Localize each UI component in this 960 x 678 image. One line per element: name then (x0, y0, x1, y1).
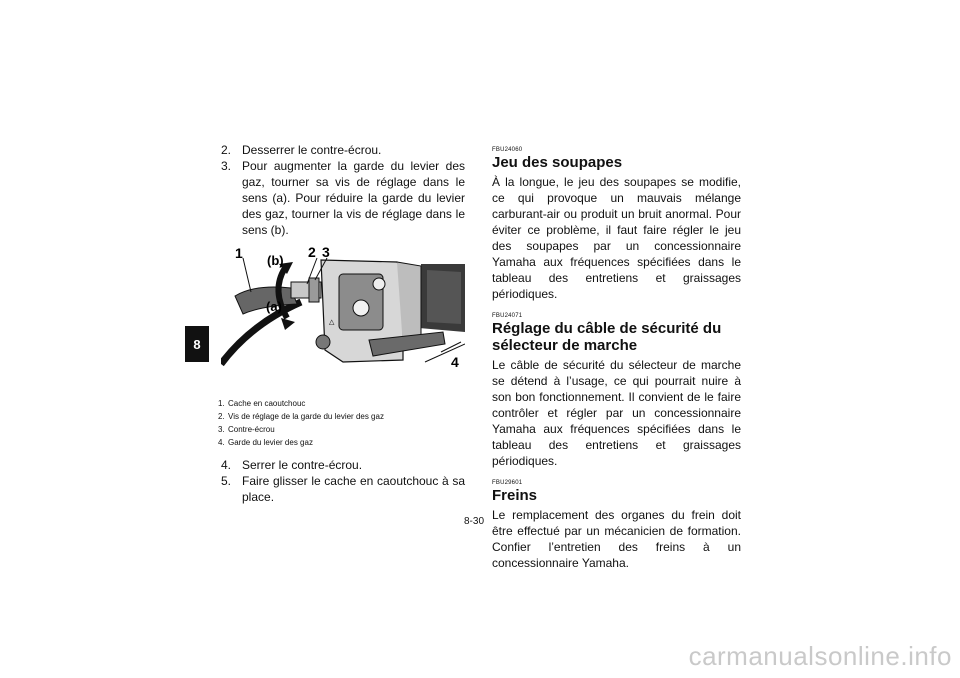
figure-label-a: (a) (266, 299, 282, 314)
housing-screw-bottom (316, 335, 330, 349)
figure-label-b: (b) (267, 253, 284, 268)
callout-text: Garde du levier des gaz (228, 438, 313, 447)
figure-label-3: 3 (322, 244, 330, 260)
section-brakes (492, 479, 741, 571)
callout-item (218, 397, 465, 410)
marker-triangle-icon: △ (329, 318, 335, 326)
section-code: FBU24060 (492, 147, 523, 153)
housing-screw-top (373, 278, 385, 290)
section-title: Jeu des soupapes (492, 154, 623, 171)
step-4 (221, 457, 465, 473)
section-code: FBU24071 (492, 313, 523, 319)
page-number: 8-30 (464, 516, 485, 527)
step-text: Serrer le contre-écrou. (242, 458, 363, 472)
arrow-head-a-icon (281, 318, 295, 330)
throttle-cable (221, 302, 301, 364)
step-number: 5. (221, 474, 232, 488)
figure-callouts (218, 397, 465, 449)
steps-continued (221, 457, 465, 505)
chapter-tab (185, 326, 209, 362)
section-body: Le remplacement des organes du frein doit être effectué par un mécanicien de formation. Confier l’entretien des freins à un concessionnaire Yamaha. (492, 508, 741, 570)
throttle-lever-figure (221, 244, 465, 389)
step-3 (221, 158, 465, 238)
section-title: Freins (492, 487, 538, 504)
figure-label-4: 4 (451, 354, 459, 370)
right-column (492, 146, 741, 581)
left-column (218, 142, 465, 505)
callout-item (218, 410, 465, 423)
section-shift-cable (492, 312, 741, 469)
callout-item (218, 436, 465, 449)
section-valve-clearance (492, 146, 741, 302)
callout-number: 3. (218, 425, 225, 434)
chapter-tab-number: 8 (193, 336, 201, 352)
step-number: 3. (221, 159, 232, 173)
section-title: Réglage du câble de sécurité du sélecteur de marche (492, 320, 722, 354)
section-body: Le câble de sécurité du sélecteur de marche se détend à l’usage, ce qui pourrait nuire à son bon fonctionnement. Il convient de le faire contrôler et régler par un concessionnaire Yamaha aux fréquences spécifiées dans le tableau des entretiens et graissages périodiques. (492, 358, 741, 468)
grip-highlight (427, 270, 461, 324)
step-5 (221, 473, 465, 505)
step-number: 4. (221, 458, 232, 472)
figure-label-1: 1 (235, 245, 243, 261)
callout-text: Cache en caoutchouc (228, 399, 306, 408)
callout-text: Contre-écrou (228, 425, 275, 434)
callout-item (218, 423, 465, 436)
callout-text: Vis de réglage de la garde du levier des gaz (228, 412, 384, 421)
step-text: Desserrer le contre-écrou. (242, 143, 382, 157)
step-text: Faire glisser le cache en caoutchouc à sa place. (242, 474, 465, 504)
callout-number: 2. (218, 412, 225, 421)
callout-number: 4. (218, 438, 225, 447)
step-2 (221, 142, 465, 158)
step-text: Pour augmenter la garde du levier des gaz, tourner sa vis de réglage dans le sens (a). Pour réduire la garde du levier des gaz, tourner la vis de réglage dans le sens (b). (242, 159, 465, 237)
figure-label-2: 2 (308, 244, 316, 260)
watermark-link[interactable]: carmanualsonline.info (688, 641, 952, 671)
locknut (309, 278, 319, 302)
throttle-lever-illustration (221, 244, 465, 389)
callout-number: 1. (218, 399, 225, 408)
step-number: 2. (221, 143, 232, 157)
section-code: FBU29601 (492, 480, 523, 486)
housing-screw-middle (353, 300, 369, 316)
section-body: À la longue, le jeu des soupapes se modifie, ce qui provoque un mauvais mélange carburant-air ou produit un bruit anormal. Pour éviter ce problème, il faut faire régler le jeu des soupapes par un concessionnaire Yamaha aux fréquences spécifiées dans le tableau des entretiens et graissages périodiques. (492, 175, 741, 301)
leader-line-1 (243, 258, 251, 292)
